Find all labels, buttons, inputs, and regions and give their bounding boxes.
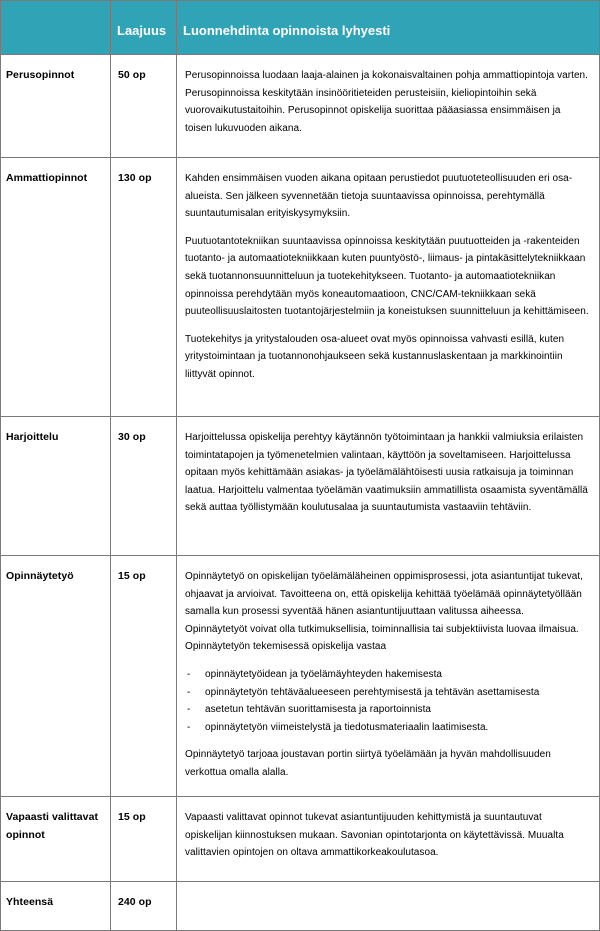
description-paragraph: Opinnäytetyö tarjoaa joustavan portin siirtyä työelämään ja hyvän mahdollisuuden verkottua omalla alalla. — [185, 749, 551, 778]
row-name: Vapaasti valittavat opinnot — [1, 797, 111, 882]
description-paragraph: Harjoittelussa opiskelija perehtyy käytännön työtoimintaan ja hankkii valmiuksia erilaisten toimintatapojen ja työmenetelmien valintaan, käyttöön ja soveltamiseen. Harjoittelussa opitaan myös kehittämään asiakas- ja työelämälähtöisesti uusia ratkaisuja ja toiminnan laatua. Harjoittelu valmentaa työelämän vaatimuksiin ammatillista osaamista syventämällä sekä auttaa työllistymään koulutusalaa ja suuntautumista vastaaviin tehtäviin. — [185, 432, 588, 514]
list-item — [185, 701, 589, 719]
dash-bullet: - — [187, 721, 191, 733]
table-row-harjoittelu — [1, 417, 600, 556]
row-description — [177, 556, 600, 797]
table-row-total — [1, 882, 600, 931]
list-item-text: opinnäytetyön tehtäväalueeseen perehtymisestä ja tehtävän asettamisesta — [205, 686, 540, 698]
list-item — [185, 666, 589, 684]
description-paragraph: Kahden ensimmäisen vuoden aikana opitaan perustiedot puutuoteteollisuuden eri osa-alueista. Sen jälkeen syvennetään tietoja suuntaavissa opinnoissa, perehtymällä suuntautumisalan erityiskysymyksiin. — [185, 173, 573, 220]
list-item-text: asetetun tehtävän suorittamisesta ja raportoinnista — [205, 704, 432, 716]
row-description — [177, 417, 600, 556]
row-ects: 130 op — [111, 158, 177, 417]
row-description — [177, 158, 600, 417]
header-ects-cell: Laajuus — [111, 1, 177, 55]
dash-bullet: - — [187, 668, 191, 680]
total-description — [177, 882, 600, 931]
list-item — [185, 719, 589, 737]
total-label: Yhteensä — [1, 882, 111, 931]
description-paragraph: Puutuotantotekniikan suuntaavissa opinnoissa keskitytään puutuotteiden ja -rakenteiden tuotanto- ja automaatiotekniikkaan kuten puuntyöstö-, liimaus- ja pintakäsittelytekniikkaan sekä tuotannonsuunnitteluun ja tuotekehitykseen. Tuotanto- ja automaatiotekniikan opinnoissa perehdytään myös koneautomaatioon, CNC/CAM-tekniikkaan sekä puuteollisuuslaitosten tuotantojärjestelmiin ja koneistuksen suunnitteluun ja kehittämiseen. — [185, 235, 589, 318]
row-name: Harjoittelu — [1, 417, 111, 556]
table-row-perusopinnot — [1, 55, 600, 158]
description-paragraph: Vapaasti valittavat opinnot tukevat asiantuntijuuden kehittymistä ja suuntautuvat opiskelijan kiinnostuksen mukaan. Savonian opintotarjonta on käytettävissä. Muualta valittavien opintojen on oltava ammattikorkeakoulutasoa. — [185, 812, 564, 859]
row-ects: 15 op — [111, 556, 177, 797]
responsibility-list — [185, 666, 589, 736]
row-description — [177, 55, 600, 158]
table-row-vapaasti-valittavat — [1, 797, 600, 882]
table-row-ammattiopinnot — [1, 158, 600, 417]
table-header-row — [1, 1, 600, 55]
row-ects: 30 op — [111, 417, 177, 556]
table-row-opinnaytetyo — [1, 556, 600, 797]
description-paragraph: Opinnäytetyö on opiskelijan työelämäläheinen oppimisprosessi, jota asiantuntijat tukevat, ohjaavat ja arvioivat. Tavoitteena on, että opiskelija kehittää työelämää opinnäytetyöllään samalla kun prosessi syventää hänen asiantuntijuuttaan valitussa aiheessa. Opinnäytetyöt voivat olla tutkimuksellisia, toiminnallisia tai subjektiivista luovaa ilmaisua. Opinnäytetyön tekemisessä opiskelija vastaa — [185, 571, 584, 653]
row-name: Perusopinnot — [1, 55, 111, 158]
row-name: Ammattiopinnot — [1, 158, 111, 417]
list-item-text: opinnäytetyön viimeistelystä ja tiedotusmateriaalin laatimisesta. — [205, 721, 489, 733]
row-name: Opinnäytetyö — [1, 556, 111, 797]
header-name-cell — [1, 1, 111, 55]
list-item — [185, 684, 589, 702]
row-ects: 50 op — [111, 55, 177, 158]
description-paragraph: Tuotekehitys ja yritystalouden osa-alueet ovat myös opinnoissa vahvasti esillä, kuten yritystoimintaan ja tuotannonohjaukseen sekä kustannuslaskentaan ja markkinointiin liittyvät opinnot. — [185, 333, 565, 380]
row-ects: 15 op — [111, 797, 177, 882]
list-item-text: opinnäytetyöidean ja työelämäyhteyden hakemisesta — [205, 668, 443, 680]
dash-bullet: - — [187, 704, 191, 716]
dash-bullet: - — [187, 686, 191, 698]
total-ects: 240 op — [111, 882, 177, 931]
row-description — [177, 797, 600, 882]
header-description-cell: Luonnehdinta opinnoista lyhyesti — [177, 1, 600, 55]
description-paragraph: Perusopinnoissa luodaan laaja-alainen ja kokonaisvaltainen pohja ammattiopintoja varten. Perusopinnoissa keskitytään insinööritieteiden perusteisiin, kieliopintoihin sekä vuorovaikutustaitoihin. Perusopinnot opiskelija suorittaa pääasiassa ensimmäisen ja toisen lukuvuoden aikana. — [185, 70, 588, 134]
